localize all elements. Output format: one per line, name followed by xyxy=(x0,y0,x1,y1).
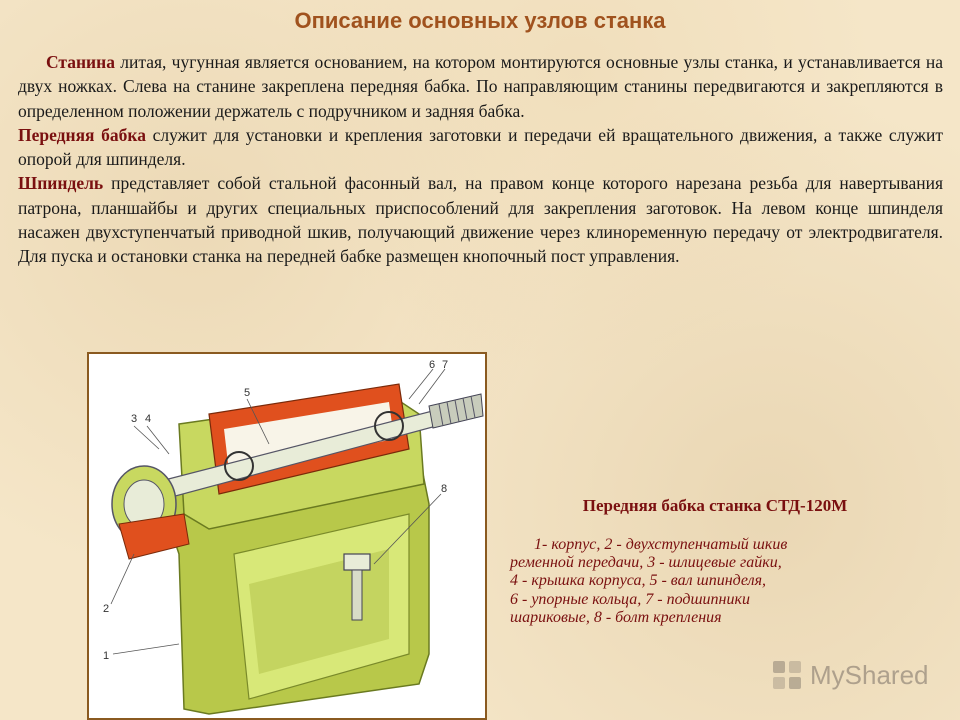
watermark xyxy=(770,658,929,692)
callout-8: 8 xyxy=(441,483,448,495)
legend-line: шариковые, 8 - болт крепления xyxy=(510,608,722,626)
headstock-drawing xyxy=(89,354,485,718)
slide-title: Описание основных узлов станка xyxy=(294,8,666,33)
paragraph-stanina-text: литая, чугунная является основанием, на котором монтируются основные узлы станка, и устанавливается на двух ножках. Слева на станине закреплена передняя бабка. По направляющим станины передвигаются и закрепляются в определенном положении держатель с подручником и задняя бабка. xyxy=(18,52,943,121)
term-stanina: Станина xyxy=(46,52,115,72)
callout-3: 3 xyxy=(131,413,138,425)
callout-2: 2 xyxy=(103,603,110,615)
figure-caption-title: Передняя бабка станка СТД-120М xyxy=(582,496,848,515)
paragraph-headstock-text: служит для установки и крепления заготовки и передачи ей вращательного движения, а также служит опорой для шпинделя. xyxy=(18,124,943,170)
legend-line: 4 - крышка корпуса, 5 - вал шпинделя, xyxy=(510,572,767,590)
paragraph-stanina xyxy=(18,50,943,123)
headstock-illustration xyxy=(87,352,487,720)
bolt-shank xyxy=(352,570,362,620)
myshared-logo-icon xyxy=(770,658,804,692)
term-spindle: Шпиндель xyxy=(18,173,104,194)
paragraph-headstock xyxy=(18,123,943,172)
watermark-text: MyShared xyxy=(810,659,929,690)
callout-7: 7 xyxy=(442,359,449,371)
spindle-thread xyxy=(429,394,483,428)
paragraph-spindle xyxy=(18,171,943,268)
callout-6: 6 xyxy=(429,359,436,371)
legend-line: 1- корпус, 2 - двухступенчатый шкив xyxy=(534,536,788,553)
description-text xyxy=(18,50,943,269)
legend-line: ременной передачи, 3 - шлицевые гайки, xyxy=(510,554,782,572)
callout-1: 1 xyxy=(103,650,110,662)
legend-line: 6 - упорные кольца, 7 - подшипники xyxy=(510,590,750,608)
term-headstock: Передняя бабка xyxy=(18,124,146,145)
figure-legend xyxy=(510,536,920,627)
callout-4: 4 xyxy=(145,413,152,425)
bolt-head xyxy=(344,554,370,570)
paragraph-spindle-text: представляет собой стальной фасонный вал, на правом конце которого нарезана резьба для навертывания патрона, планшайбы и других специальных приспособлений для закрепления заготовок. На левом конце шпинделя насажен двухступенчатый приводной шкив, получающий движение через клиноременную передачу от электродвигателя. Для пуска и остановки станка на передней бабке размещен кнопочный пост управления. xyxy=(18,173,943,267)
callout-5: 5 xyxy=(244,387,251,399)
